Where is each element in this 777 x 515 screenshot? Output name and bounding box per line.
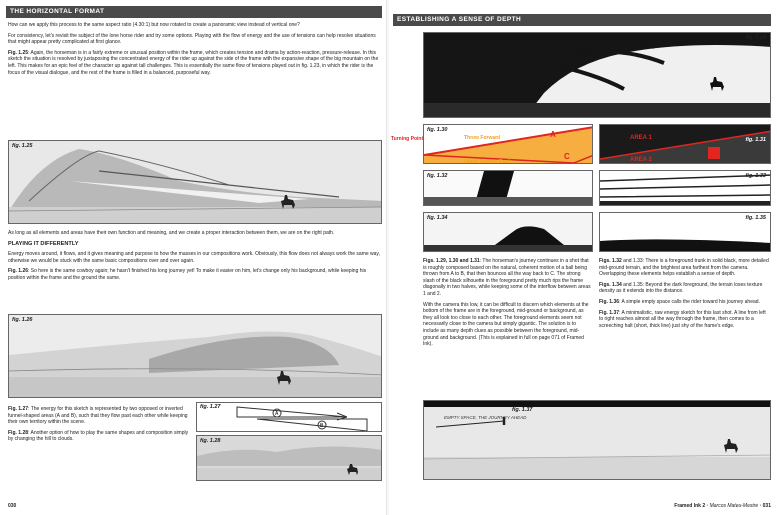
figure-1-31 xyxy=(599,124,771,164)
trunk-sketch xyxy=(424,171,593,206)
funnel-a-label: A xyxy=(275,411,279,417)
point-c-label: C xyxy=(564,152,570,161)
para3: Fig. 1.25: Again, the horseman is in a fairly extreme or unusual position within the frame, which creates tension and drama by action-reaction, pressure-release. In this sketch the situation is resolved by juxtaposing the concentrated energy of the rider up against the side of the frame with the expansive shape of the big mountain on the left. This makes for an epic feel of the character up against tall challenges. This is essentially the same flow of tensions played out in fig. 1.23, in which the rider is the focus of the visual dialogue, and the rest of the frame is filled in a balanced, purposeful way. xyxy=(8,49,379,76)
fig-137-label: fig. 1.37 xyxy=(512,407,533,413)
figure-1-35 xyxy=(599,212,771,252)
col1-para1: Figs. 1.29, 1.30 and 1.31: The horseman's journey continues in a shot that is roughly composed based on the natural, coherent motion of a ball being thrown from A to B, that then bounces all the way back to C. The strong slash of the black silhouette in the foreground pretty much rips the frame diagonally in two halves, while keeping some of the interflow between areas 1 and 2. xyxy=(423,258,591,297)
fig-126-label: fig. 1.26 xyxy=(12,317,33,323)
right-page xyxy=(389,0,777,515)
left-bottom-text xyxy=(8,406,190,447)
sketch-note: EMPTY SPACE, THE JOURNEY AHEAD xyxy=(444,415,527,420)
fig-133-label: fig. 1.33 xyxy=(745,173,766,179)
col2-para3: Fig. 1.36: A simple empty space calls the rider toward his journey ahead. xyxy=(599,298,760,305)
figure-1-27 xyxy=(196,402,382,432)
figure-1-28 xyxy=(196,435,382,481)
subhead: PLAYING IT DIFFERENTLY xyxy=(8,240,79,247)
area-1-label: AREA 1 xyxy=(630,135,652,141)
col2-para1: Figs. 1.32 and 1.33: There is a foreground trunk in solid black, more detailed mid-ground terrain, and the brightest area farthest from the camera. Overlapping these elements helps establish a sense of depth. xyxy=(599,258,769,278)
fig-134-label: fig. 1.34 xyxy=(427,215,448,221)
left-page xyxy=(0,0,388,515)
right-col-1 xyxy=(423,258,593,352)
figure-1-29 xyxy=(423,32,771,118)
col1-para2: With the camera this low, it can be difficult to discern which elements at the bottom of the frame are in the foreground, mid-ground or background, as they all look too close to each other. The foreground elements seem not necessarily close to the camera but simply gigantic. The solution is to include as many depth clues as possible between the foreground, mid-ground and background. (This is explained in full on page 071 of Framed Ink). xyxy=(423,301,589,348)
para8: Fig. 1.28: Another option of how to play the same shapes and composition simply by changing the hill to clouds. xyxy=(8,429,189,443)
figure-1-33 xyxy=(599,170,771,206)
right-col-2 xyxy=(599,258,771,333)
para2: For consistency, let's revisit the subject of the lone horse rider and try some options. Playing with the flow of energy and the use of tensions can help resolve situations that might appear pretty complicated at first glance. xyxy=(8,32,376,46)
journey-sketch xyxy=(424,401,771,480)
funnel-b-label: B xyxy=(320,423,324,429)
para5: Energy moves around, it flows, and it gives meaning and purpose to how the masses in our compositions work. Obviously, this flow does not always work the same way, otherwise we would be stuck with the same basic compositions over and over again. xyxy=(8,251,380,264)
fig-129-label: fig. 1.29 xyxy=(745,35,766,41)
fig-130-label: fig. 1.30 xyxy=(427,127,448,133)
fig-135-label: fig. 1.35 xyxy=(745,215,766,221)
area-2-label: AREA 2 xyxy=(630,157,652,163)
energy-diagram xyxy=(424,125,593,164)
col2-para2: Figs. 1.34 and 1.35: Beyond the dark foreground, the terrain loses texture density as it extends into the distance. xyxy=(599,281,763,295)
para7: Fig. 1.27: The energy for this sketch is represented by two opposed or inverted funnel-shaped areas (A and B), such that they flow past each other while keeping their own territory within the scene. xyxy=(8,406,188,426)
para6: Fig. 1.26: So here is the same cowboy again; he hasn't finished his long journey yet! To make it easier on him, let's change only his background, while keeping his position within the frame and the ground the same. xyxy=(8,268,367,281)
figure-1-30 xyxy=(423,124,593,164)
foreground-sketch xyxy=(424,213,593,252)
para4: As long as all elements and areas have their own function and meaning, and we create a proper interaction between them, we are on the right path. xyxy=(8,230,335,236)
right-header: ESTABLISHING A SENSE OF DEPTH xyxy=(393,14,771,26)
fig-128-label: fig. 1.28 xyxy=(200,438,221,444)
para1: How can we apply this process to the same aspect ratio (4.30:1) but now rotated to create a panoramic view instead of vertical one? xyxy=(8,22,300,28)
throw-forward-label: Throw Forward xyxy=(464,135,501,141)
left-folio: 030 xyxy=(8,503,17,509)
areas-diagram xyxy=(600,125,771,164)
figure-1-37 xyxy=(423,400,771,480)
bounce-back-label: Quick Bounce Back xyxy=(464,159,511,164)
left-header: THE HORIZONTAL FORMAT xyxy=(6,6,382,18)
mountain-sketch xyxy=(9,141,382,224)
fig-125-label: fig. 1.25 xyxy=(12,143,33,149)
fig-132-label: fig. 1.32 xyxy=(427,173,448,179)
left-intro-text xyxy=(8,22,380,80)
figure-1-25 xyxy=(8,140,382,224)
figure-1-26 xyxy=(8,314,382,398)
funnel-sketch xyxy=(197,403,382,432)
palm-silhouette-sketch xyxy=(424,33,771,118)
fig-127-label: fig. 1.27 xyxy=(200,404,221,410)
col2-para4: Fig. 1.37: A minimalistic, raw energy sketch for this last shot. A line from left to right reaches almost all the way through the frame, then comes to a screeching halt (short, thick line) just shy of the frame's edge. xyxy=(599,309,766,329)
point-a-label: A xyxy=(550,130,556,139)
figure-1-32 xyxy=(423,170,593,206)
right-folio: Framed Ink 2 · Marcos Mateu-Mestre · 031 xyxy=(674,503,771,509)
hill-sketch xyxy=(9,315,382,398)
left-mid-text xyxy=(8,230,380,286)
fig-131-label: fig. 1.31 xyxy=(745,137,766,143)
turning-point-label: Turning Point xyxy=(391,136,424,142)
figure-1-34 xyxy=(423,212,593,252)
clouds-sketch xyxy=(197,436,382,481)
